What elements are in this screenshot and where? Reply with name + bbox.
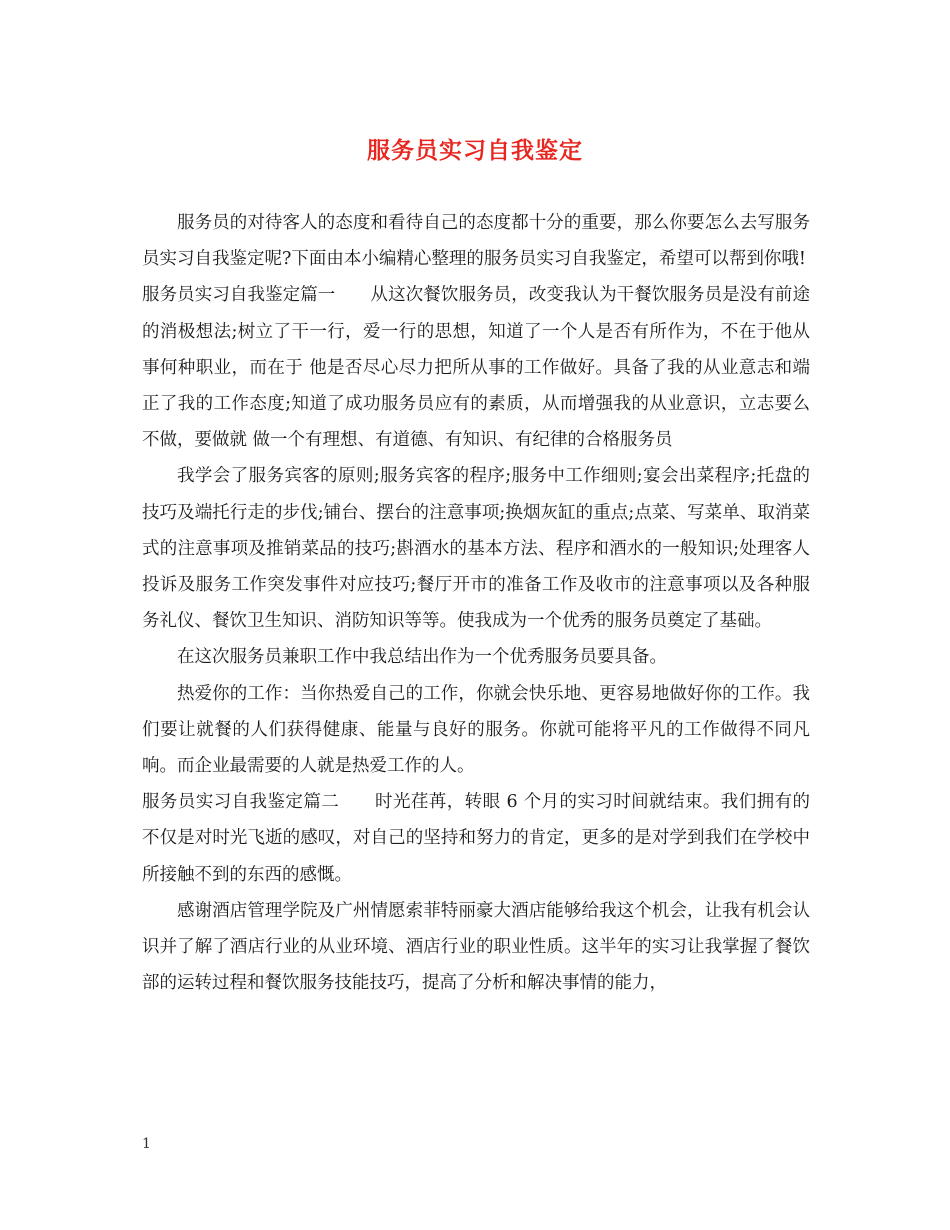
paragraph-section-one: 服务员实习自我鉴定篇一 从这次餐饮服务员，改变我认为干餐饮服务员是没有前途的消极想法;树立了干一行，爱一行的思想，知道了一个人是否有所作为，不在于他从事何种职业，而在于 他是否尽心尽力把所从事的工作做好。具备了我的从业意志和端正了我的工作态度;知道了成功服务员应有的素质，从而增强我的从业意识，立志要么不做，要做就 做一个有理想、有道德、有知识、有纪律的合格服务员	[142, 285, 810, 451]
paragraph-thanks: 感谢酒店管理学院及广州情愿索菲特丽豪大酒店能够给我这个机会，让我有机会认识并了解了酒店行业的从业环境、酒店行业的职业性质。这半年的实习让我掌握了餐饮部的运转过程和餐饮服务技能技巧，提高了分析和解决事情的能力，	[142, 900, 810, 994]
document-body	[142, 205, 810, 1001]
page-number: 1	[142, 1136, 151, 1152]
paragraph-summary: 在这次服务员兼职工作中我总结出作为一个优秀服务员要具备。	[177, 647, 667, 668]
paragraph-skills: 我学会了服务宾客的原则;服务宾客的程序;服务中工作细则;宴会出菜程序;托盘的技巧及端托行走的步伐;铺台、摆台的注意事项;换烟灰缸的重点;点菜、写菜单、取消菜式的注意事项及推销菜品的技巧;斟酒水的基本方法、程序和酒水的一般知识;处理客人投诉及服务工作突发事件对应技巧;餐厅开市的准备工作及收市的注意事项以及各种服务礼仪、餐饮卫生知识、消防知识等等。使我成为一个优秀的服务员奠定了基础。	[142, 466, 810, 632]
paragraph-section-two: 服务员实习自我鉴定篇二 时光荏苒，转眼 6 个月的实习时间就结束。我们拥有的不仅是对时光飞逝的感叹，对自己的坚持和努力的肯定，更多的是对学到我们在学校中所接触不到的东西的感慨。	[142, 792, 810, 885]
document-title: 服务员实习自我鉴定	[367, 137, 583, 164]
paragraph-love-work: 热爱你的工作：当你热爱自己的工作，你就会快乐地、更容易地做好你的工作。我们要让就餐的人们获得健康、能量与良好的服务。你就可能将平凡的工作做得不同凡响。而企业最需要的人就是热爱工作的人。	[142, 683, 810, 777]
paragraph-intro: 服务员的对待客人的态度和看待自己的态度都十分的重要，那么你要怎么去写服务员实习自我鉴定呢?下面由本小编精心整理的服务员实习自我鉴定，希望可以帮到你哦!	[142, 213, 810, 270]
